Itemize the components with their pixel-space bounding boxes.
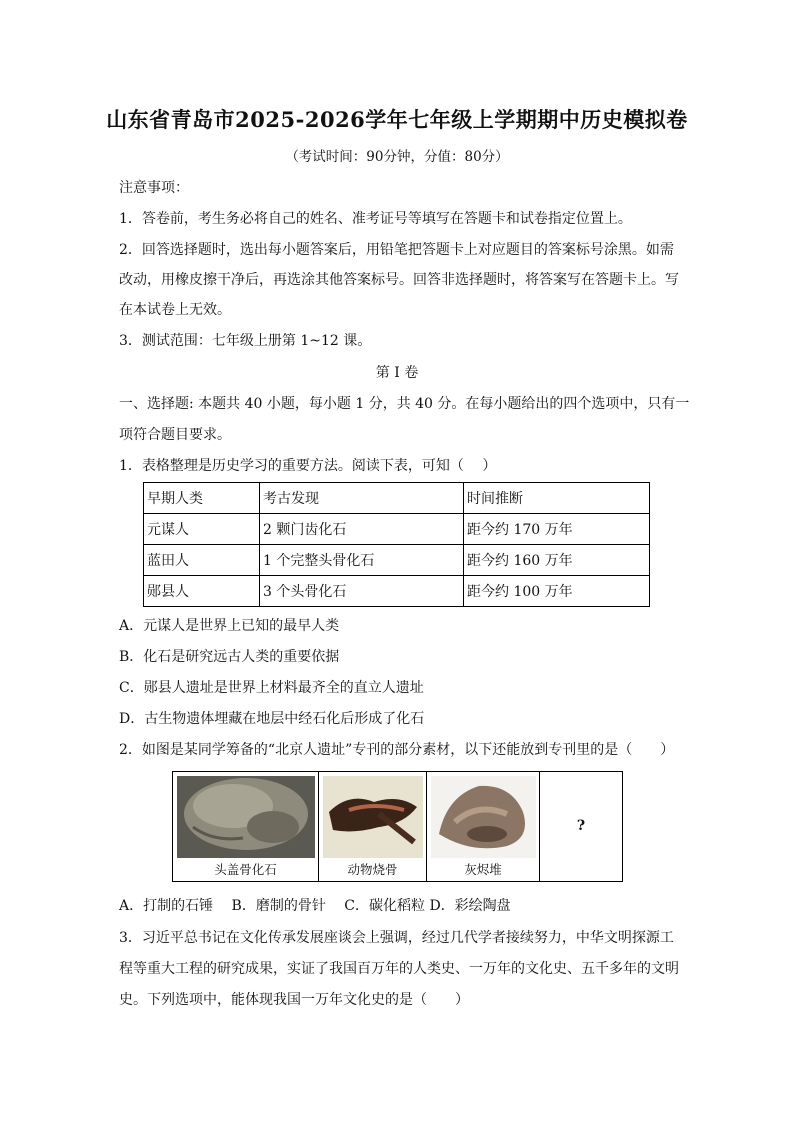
volume-heading: 第 I 卷	[375, 365, 419, 381]
table-header-cell: 早期人类	[144, 483, 260, 514]
question-mark: ?	[576, 818, 586, 834]
burnt-bone-image	[319, 772, 426, 860]
table-cell: 距今约 170 万年	[464, 514, 650, 545]
note-2-line-1: 2．回答选择题时，选出每小题答案后，用铅笔把答题卡上对应题目的答案标号涂黑。如需	[119, 242, 674, 258]
question-2-image-table	[172, 771, 623, 882]
note-3: 3．测试范围：七年级上册第 1~12 课。	[119, 333, 372, 349]
note-2-line-2: 改动，用橡皮擦干净后，再选涂其他答案标号。回答非选择题时，将答案写在答题卡上。写	[119, 272, 679, 288]
page-title: 山东省青岛市2025-2026学年七年级上学期期中历史模拟卷	[106, 107, 688, 132]
question-1-stem: 1．表格整理是历史学习的重要方法。阅读下表，可知（ ）	[119, 458, 497, 474]
question-3-line-1: 3．习近平总书记在文化传承发展座谈会上强调，经过几代学者接续努力，中华文明探源工	[119, 930, 674, 946]
table-cell: 1 个完整头骨化石	[260, 545, 464, 576]
exam-info: （考试时间：90分钟，分值：80分）	[285, 149, 509, 165]
table-row	[144, 545, 650, 576]
table-header-row	[144, 483, 650, 514]
question-1-option-a: A．元谋人是世界上已知的最早人类	[119, 618, 340, 634]
note-1: 1．答卷前，考生务必将自己的姓名、准考证号等填写在答题卡和试卷指定位置上。	[119, 211, 632, 227]
skull-fossil-image	[173, 772, 318, 860]
question-1-option-d: D．古生物遗体埋藏在地层中经石化后形成了化石	[119, 711, 425, 727]
section-intro-line-1: 一、选择题: 本题共 40 小题，每小题 1 分，共 40 分。在每小题给出的四个选项中，只有一	[119, 396, 690, 412]
table-cell: 郧县人	[144, 576, 260, 607]
note-2-line-3: 在本试卷上无效。	[119, 302, 231, 318]
table-header-cell: 时间推断	[464, 483, 650, 514]
skull-caption: 头盖骨化石	[214, 862, 277, 877]
table-row	[144, 514, 650, 545]
bone-image-cell	[319, 772, 427, 881]
question-2-stem: 2．如图是某同学筹备的“北京人遗址”专刊的部分素材，以下还能放到专刊里的是（ ）	[119, 742, 675, 758]
question-1-table	[143, 482, 650, 607]
table-header-cell: 考古发现	[260, 483, 464, 514]
question-3-line-2: 程等重大工程的研究成果，实证了我国百万年的人类史、一万年的文化史、五千多年的文明	[119, 961, 679, 977]
notes-heading: 注意事项：	[119, 180, 189, 196]
table-cell: 蓝田人	[144, 545, 260, 576]
table-cell: 3 个头骨化石	[260, 576, 464, 607]
ash-image-cell	[427, 772, 540, 881]
table-cell: 元谋人	[144, 514, 260, 545]
question-3-line-3: 史。下列选项中，能体现我国一万年文化史的是（ ）	[119, 992, 469, 1008]
table-cell: 距今约 160 万年	[464, 545, 650, 576]
table-row	[144, 576, 650, 607]
ash-caption: 灰烬堆	[464, 862, 502, 877]
unknown-image-cell	[540, 772, 622, 881]
section-intro-line-2: 项符合题目要求。	[119, 427, 231, 443]
skull-image-cell	[173, 772, 319, 881]
ash-pile-image	[427, 772, 539, 860]
question-1-option-b: B．化石是研究远古人类的重要依据	[119, 649, 340, 665]
bone-caption: 动物烧骨	[347, 862, 398, 877]
table-cell: 2 颗门齿化石	[260, 514, 464, 545]
table-cell: 距今约 100 万年	[464, 576, 650, 607]
question-2-options: A．打制的石锤 B．磨制的骨针 C．碳化稻粒 D．彩绘陶盘	[119, 898, 511, 914]
question-1-option-c: C．郧县人遗址是世界上材料最齐全的直立人遗址	[119, 680, 424, 696]
